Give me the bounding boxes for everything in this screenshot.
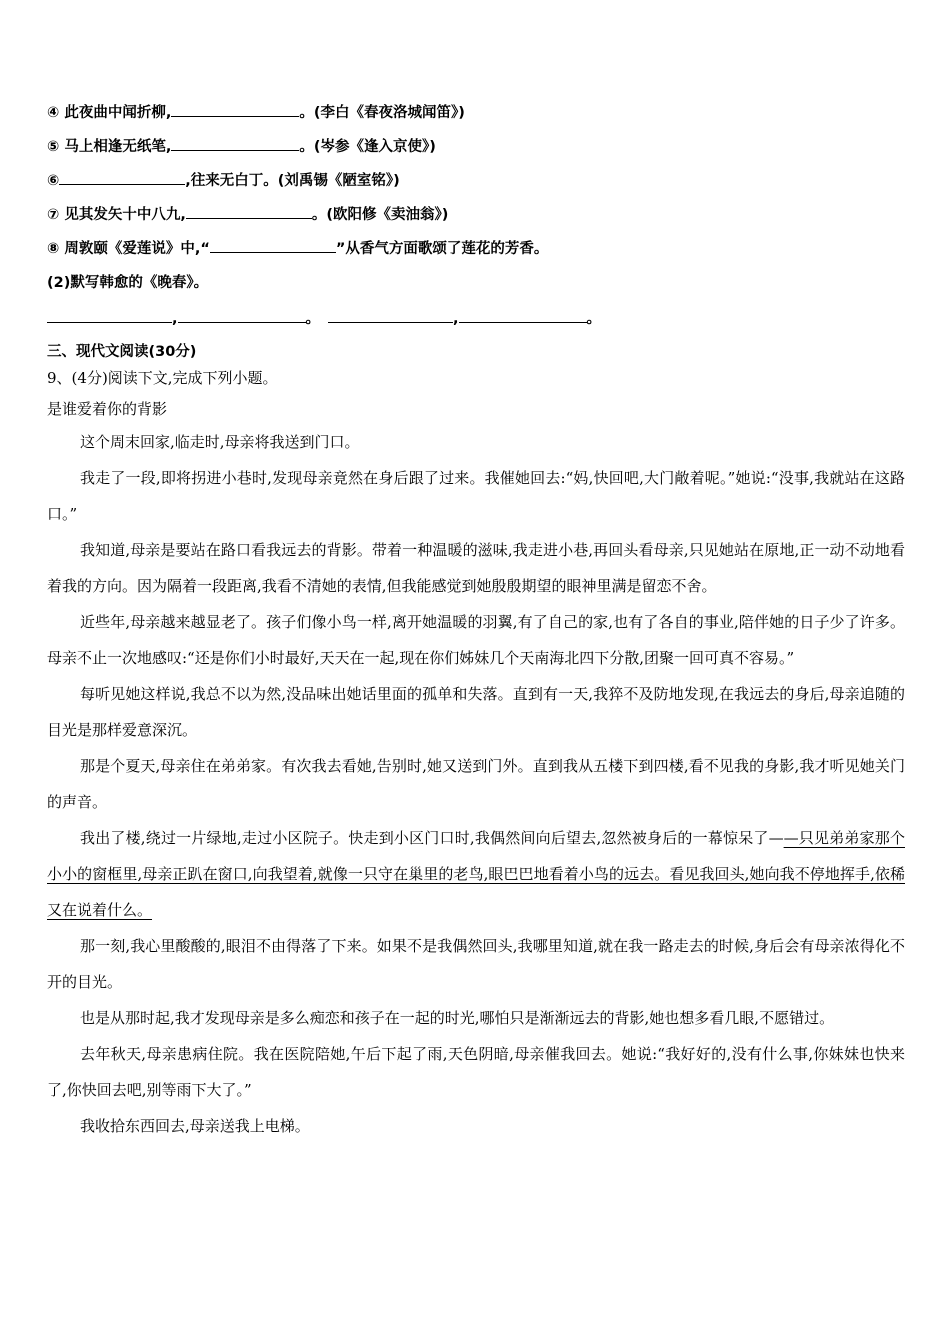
q5-source: 。(岑参《逢入京使》)	[299, 139, 436, 155]
article-paragraph: 这个周末回家,临走时,母亲将我送到门口。	[80, 433, 360, 451]
recitation-q4	[47, 102, 465, 123]
q7-source: 。(欧阳修《卖油翁》)	[311, 207, 449, 223]
article-paragraph: 那一刻,我心里酸酸的,眼泪不由得落了下来。如果不是我偶然回头,我哪里知道,就在我一路走去的时候,身后会有母亲浓得化不开的目光。	[47, 937, 905, 991]
recitation-q7	[47, 204, 448, 225]
q6-source: ,往来无白丁。(刘禹锡《陋室铭》)	[185, 173, 400, 189]
comma-separator: ,	[453, 311, 459, 327]
article-paragraph: 那是个夏天,母亲住在弟弟家。有次我去看她,告别时,她又送到门外。直到我从五楼下到四楼,看不见我的身影,我才听见她关门的声音。	[47, 757, 905, 811]
answer-blank[interactable]	[459, 308, 587, 323]
article-paragraph: 近些年,母亲越来越显老了。孩子们像小鸟一样,离开她温暖的羽翼,有了自己的家,也有了各自的事业,陪伴她的日子少了许多。母亲不止一次地感叹:“还是你们小时最好,天天在一起,现在你们姊妹几个天南海北四下分散,团聚一回可真不容易。”	[47, 613, 905, 667]
answer-blank[interactable]	[186, 204, 312, 219]
q4-source: 。(李白《春夜洛城闻笛》)	[299, 105, 465, 121]
article-paragraph: 也是从那时起,我才发现母亲是多么痴恋和孩子在一起的时光,哪怕只是渐渐远去的背影,她也想多看几眼,不愿错过。	[80, 1009, 835, 1027]
recitation-q8	[47, 238, 548, 259]
answer-blank[interactable]	[328, 308, 453, 323]
q8-prompt: ⑧ 周敦颐《爱莲说》中,“	[47, 241, 210, 257]
section-heading: 三、现代文阅读(30分)	[47, 344, 197, 360]
q5-prompt: ⑤ 马上相逢无纸笔,	[47, 139, 172, 155]
period-separator: 。	[586, 311, 602, 327]
article-paragraph: 我知道,母亲是要站在路口看我远去的背影。带着一种温暖的滋味,我走进小巷,再回头看母亲,只见她站在原地,正一动不动地看着我的方向。因为隔着一段距离,我看不清她的表情,但我能感觉到她殷殷期望的眼神里满是留恋不舍。	[47, 541, 905, 595]
article-paragraph: 我收拾东西回去,母亲送我上电梯。	[80, 1117, 310, 1135]
question-prompt: 9、(4分)阅读下文,完成下列小题。	[47, 369, 278, 387]
answer-blank[interactable]	[171, 136, 299, 151]
poem-answer-line	[47, 308, 601, 329]
period-separator: 。	[305, 311, 321, 327]
answer-blank[interactable]	[210, 238, 336, 253]
paragraph-text: 我出了楼,绕过一片绿地,走过小区院子。快走到小区门口时,我偶然间向后望去,忽然被身后的一幕惊呆了—	[80, 829, 784, 847]
q6-prompt: ⑥	[47, 173, 60, 189]
recitation-q6	[47, 170, 400, 191]
article-body	[47, 424, 905, 1144]
q4-prompt: ④ 此夜曲中闻折柳,	[47, 105, 172, 121]
recitation-q5	[47, 136, 436, 157]
article-paragraph	[47, 820, 905, 928]
comma-separator: ,	[172, 311, 178, 327]
recitation-part2: (2)默写韩愈的《晚春》。	[47, 275, 209, 291]
article-title: 是谁爱着你的背影	[47, 400, 168, 418]
article-paragraph: 每听见她这样说,我总不以为然,没品味出她话里面的孤单和失落。直到有一天,我猝不及防地发现,在我远去的身后,母亲追随的目光是那样爱意深沉。	[47, 685, 905, 739]
q7-prompt: ⑦ 见其发矢十中八九,	[47, 207, 186, 223]
article-paragraph: 去年秋天,母亲患病住院。我在医院陪她,午后下起了雨,天色阴暗,母亲催我回去。她说:“我好好的,没有什么事,你妹妹也快来了,你快回去吧,别等雨下大了。”	[47, 1045, 905, 1099]
answer-blank[interactable]	[47, 308, 172, 323]
answer-blank[interactable]	[171, 102, 299, 117]
underlined-passage: —只见弟弟家那个小小的窗框里,母亲正趴在窗口,向我望着,就像一只守在巢里的老鸟,眼巴巴地看着小鸟的远去。看见我回头,她向我不停地挥手,依稀又在说着什么。	[47, 829, 905, 919]
q8-suffix: ”从香气方面歌颂了莲花的芳香。	[335, 241, 549, 257]
answer-blank[interactable]	[178, 308, 306, 323]
answer-blank[interactable]	[59, 170, 185, 185]
article-paragraph: 我走了一段,即将拐进小巷时,发现母亲竟然在身后跟了过来。我催她回去:“妈,快回吧,大门敞着呢。”她说:“没事,我就站在这路口。”	[47, 469, 905, 523]
